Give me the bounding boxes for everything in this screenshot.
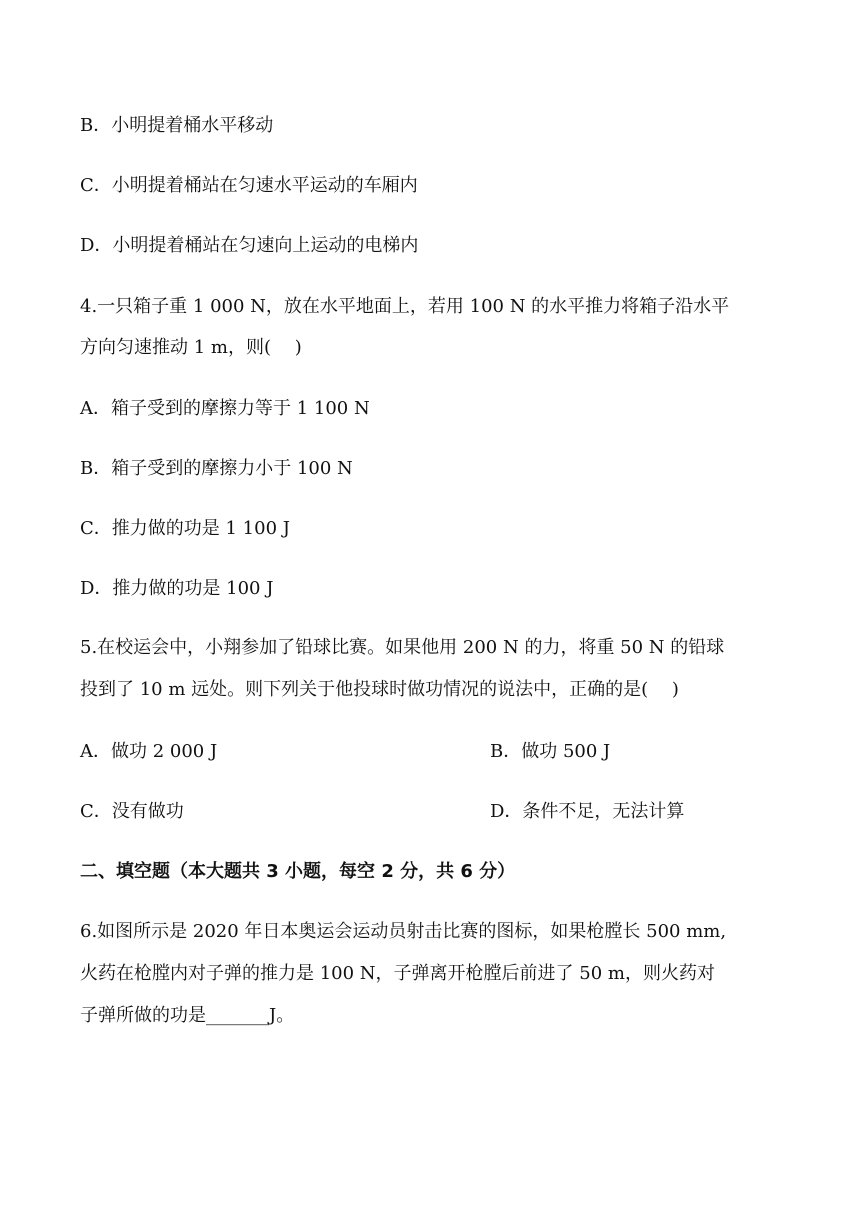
section-title-fill-in: 二、填空题（本大题共 3 小题，每空 2 分，共 6 分）: [80, 861, 516, 882]
q4-stem-line2: 方向匀速推动 1 m，则( ): [80, 337, 302, 358]
q4-option-c: C．推力做的功是 1 100 J: [80, 518, 290, 539]
q6-stem-line3: 子弹所做的功是_______J。: [80, 1005, 295, 1026]
q4-stem-line1: 4.一只箱子重 1 000 N，放在水平地面上，若用 100 N 的水平推力将箱子沿水平: [80, 296, 730, 317]
q5-stem-line1: 5.在校运会中，小翔参加了铅球比赛。如果他用 200 N 的力，将重 50 N 的铅球: [80, 637, 725, 658]
q6-stem-line2: 火药在枪膛内对子弹的推力是 100 N，子弹离开枪膛后前进了 50 m，则火药对: [80, 963, 715, 984]
q3-option-c: C．小明提着桶站在匀速水平运动的车厢内: [80, 175, 418, 196]
q4-option-d: D．推力做的功是 100 J: [80, 578, 274, 599]
q4-option-b: B．箱子受到的摩擦力小于 100 N: [80, 458, 353, 479]
q5-option-d: D．条件不足，无法计算: [490, 801, 685, 822]
q5-option-a: A．做功 2 000 J: [80, 741, 218, 762]
q5-option-b: B．做功 500 J: [490, 741, 611, 762]
q5-option-c: C．没有做功: [80, 801, 184, 822]
q4-option-a: A．箱子受到的摩擦力等于 1 100 N: [80, 398, 370, 419]
q3-option-d: D．小明提着桶站在匀速向上运动的电梯内: [80, 235, 419, 256]
q6-stem-line1: 6.如图所示是 2020 年日本奥运会运动员射击比赛的图标，如果枪膛长 500 mm,: [80, 921, 727, 942]
q5-stem-line2: 投到了 10 m 远处。则下列关于他投球时做功情况的说法中，正确的是( ): [80, 679, 679, 700]
q3-option-b: B．小明提着桶水平移动: [80, 115, 274, 136]
